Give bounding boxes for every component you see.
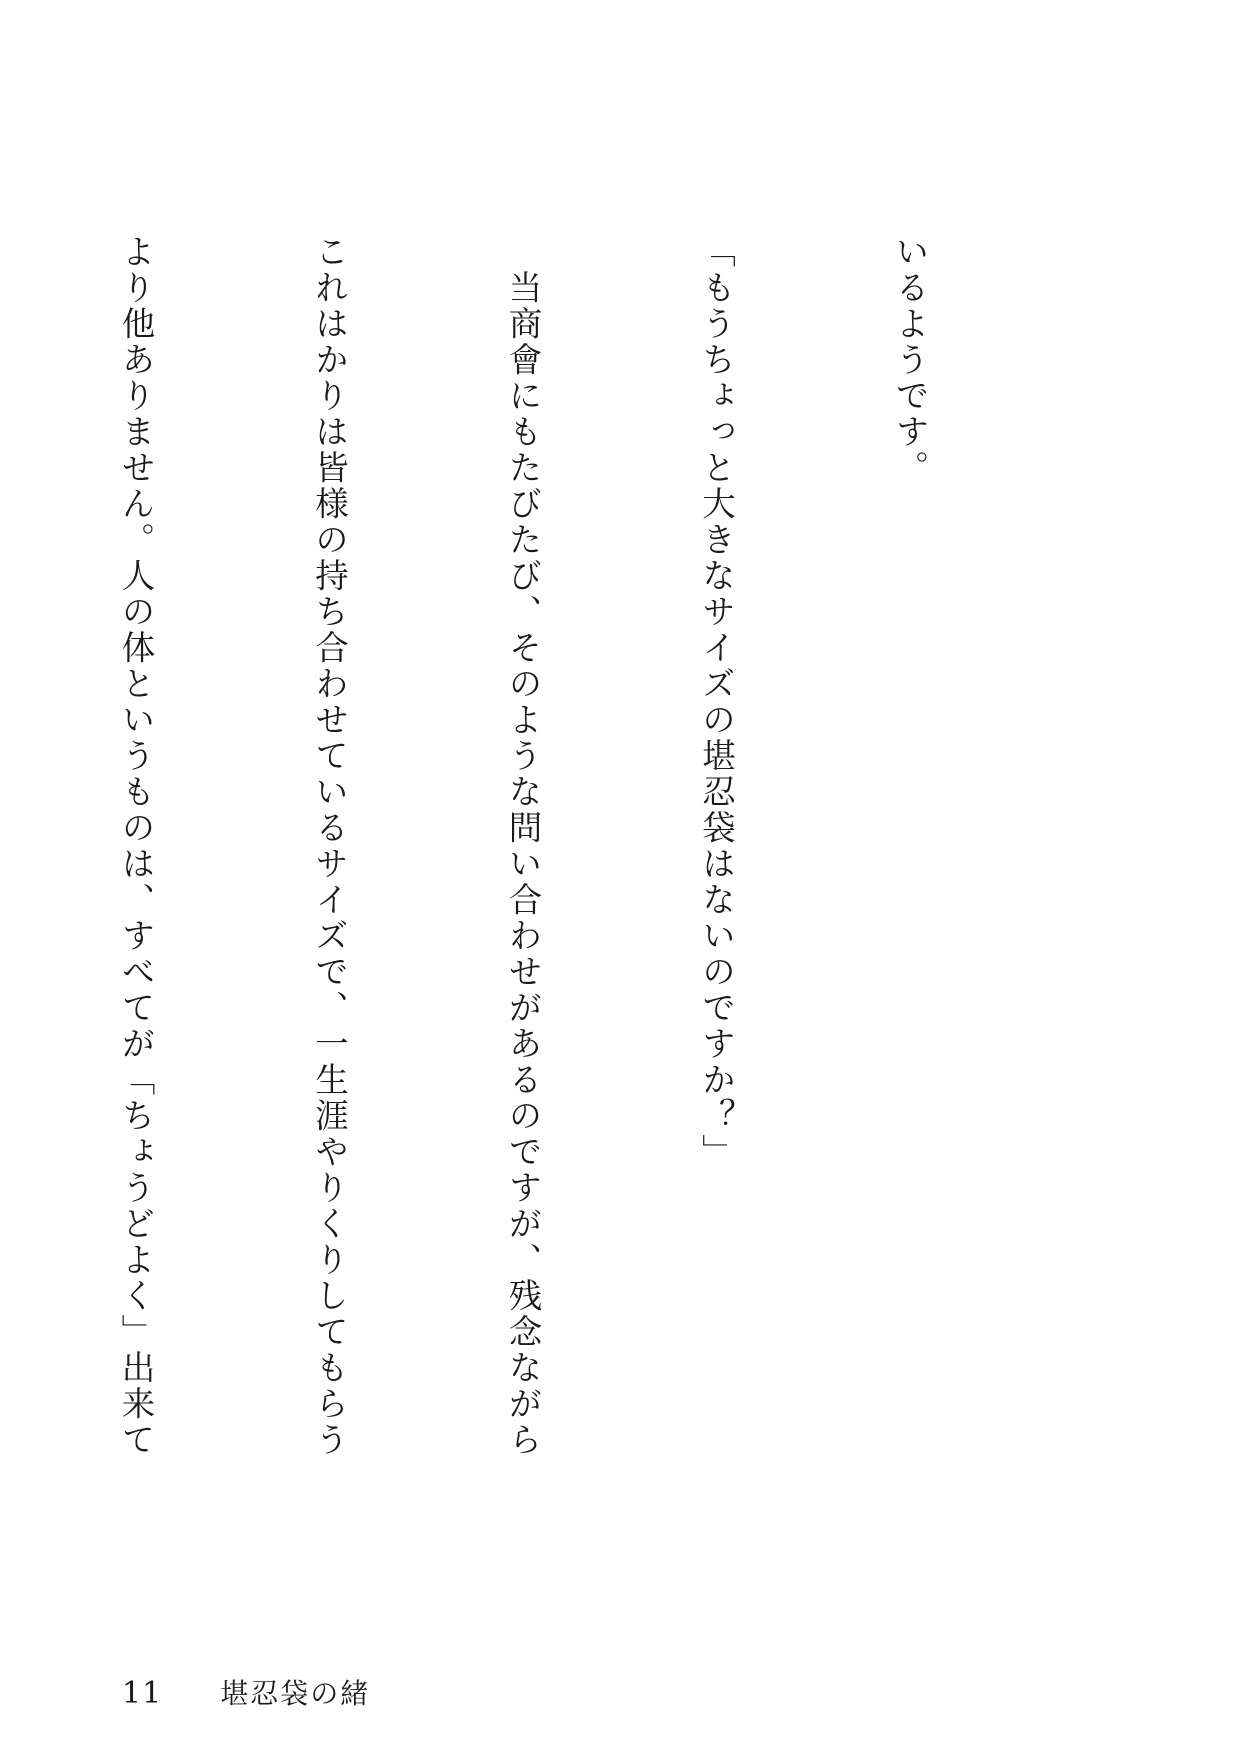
text-line: より他ありません。人の体というものは、すべてが「ちょうどよく」出来て xyxy=(116,234,155,1458)
text-line: これはかりは皆様の持ち合わせているサイズで、一生涯やりくりしてもらう xyxy=(309,234,349,1458)
text-line: 「もうちょっと大きなサイズの堪忍袋はないのですか？」 xyxy=(696,234,736,1170)
page-number: 11 xyxy=(122,1676,163,1711)
page-footer xyxy=(122,1672,370,1712)
running-head: 堪忍袋の緒 xyxy=(220,1677,371,1710)
text-line: 当商會にもたびたび、そのような問い合わせがあるのですが、残念ながら xyxy=(503,234,542,1458)
vertical-body-text xyxy=(116,234,1070,1484)
text-line: いるようです。 xyxy=(890,234,929,486)
